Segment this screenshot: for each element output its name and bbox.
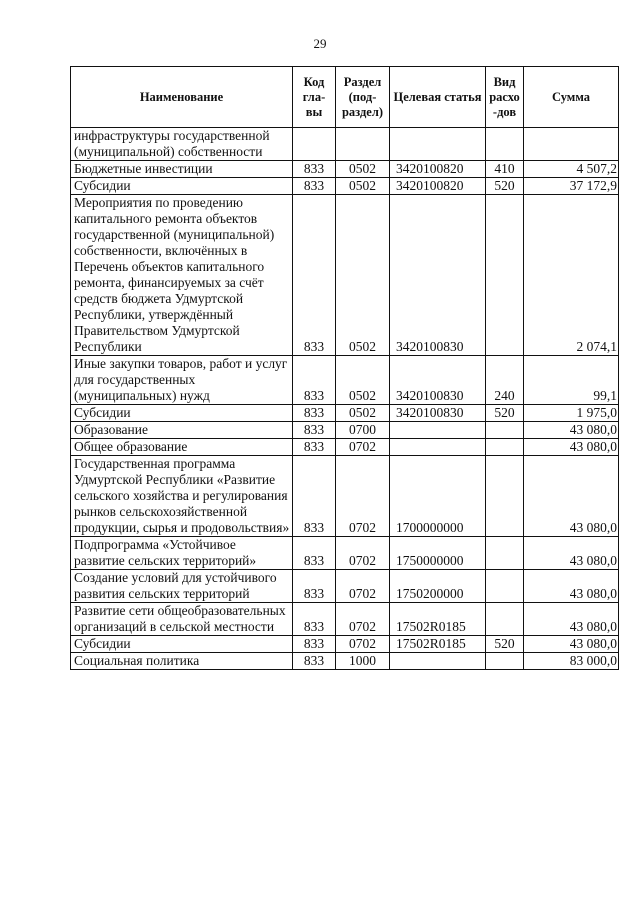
cell-sum: 43 080,0	[524, 570, 619, 603]
cell-name: Субсидии	[71, 636, 293, 653]
cell-kind	[486, 537, 524, 570]
cell-section: 0502	[336, 161, 390, 178]
cell-name: Образование	[71, 422, 293, 439]
cell-code: 833	[293, 456, 336, 537]
table-row	[71, 356, 619, 405]
cell-code: 833	[293, 422, 336, 439]
cell-code	[293, 128, 336, 161]
cell-kind: 520	[486, 405, 524, 422]
cell-sum: 43 080,0	[524, 422, 619, 439]
cell-sum: 43 080,0	[524, 636, 619, 653]
cell-sum	[524, 128, 619, 161]
cell-code: 833	[293, 636, 336, 653]
cell-article	[390, 128, 486, 161]
cell-article: 17502R0185	[390, 603, 486, 636]
cell-kind	[486, 422, 524, 439]
table-row	[71, 161, 619, 178]
cell-sum: 37 172,9	[524, 178, 619, 195]
cell-article: 3420100830	[390, 405, 486, 422]
cell-section: 0702	[336, 636, 390, 653]
table-row	[71, 405, 619, 422]
cell-kind	[486, 195, 524, 356]
cell-sum: 2 074,1	[524, 195, 619, 356]
cell-sum: 83 000,0	[524, 653, 619, 670]
cell-article	[390, 439, 486, 456]
cell-section: 0702	[336, 537, 390, 570]
cell-section: 0502	[336, 195, 390, 356]
cell-article: 3420100820	[390, 161, 486, 178]
header-row	[71, 67, 619, 128]
cell-kind	[486, 570, 524, 603]
cell-name: Бюджетные инвестиции	[71, 161, 293, 178]
header-article: Целевая статья	[390, 67, 486, 128]
table-row	[71, 178, 619, 195]
cell-name: Развитие сети общеобразовательных организаций в сельской местности	[71, 603, 293, 636]
cell-kind: 520	[486, 636, 524, 653]
cell-code: 833	[293, 356, 336, 405]
table-row	[71, 456, 619, 537]
cell-name: Социальная политика	[71, 653, 293, 670]
cell-article: 3420100830	[390, 356, 486, 405]
cell-article: 17502R0185	[390, 636, 486, 653]
cell-article: 1700000000	[390, 456, 486, 537]
table-body	[71, 128, 619, 670]
cell-section: 1000	[336, 653, 390, 670]
cell-article	[390, 422, 486, 439]
cell-section: 0502	[336, 405, 390, 422]
cell-code: 833	[293, 178, 336, 195]
cell-name: Создание условий для устойчивого развития сельских территорий	[71, 570, 293, 603]
cell-name: Общее образование	[71, 439, 293, 456]
cell-section: 0702	[336, 603, 390, 636]
cell-kind: 410	[486, 161, 524, 178]
cell-article: 1750200000	[390, 570, 486, 603]
cell-sum: 43 080,0	[524, 456, 619, 537]
cell-name: Субсидии	[71, 178, 293, 195]
table-row	[71, 195, 619, 356]
cell-article	[390, 653, 486, 670]
cell-kind	[486, 603, 524, 636]
cell-section: 0502	[336, 356, 390, 405]
cell-name: Субсидии	[71, 405, 293, 422]
cell-name: Подпрограмма «Устойчивое развитие сельских территорий»	[71, 537, 293, 570]
cell-section: 0702	[336, 456, 390, 537]
cell-kind	[486, 456, 524, 537]
cell-article: 3420100830	[390, 195, 486, 356]
cell-code: 833	[293, 603, 336, 636]
cell-sum: 43 080,0	[524, 439, 619, 456]
table-row	[71, 570, 619, 603]
header-code: Код гла- вы	[293, 67, 336, 128]
table-row	[71, 603, 619, 636]
cell-sum: 43 080,0	[524, 537, 619, 570]
cell-name: Государственная программа Удмуртской Республики «Развитие сельского хозяйства и регулирования рынков сельскохозяйственной продукции, сырья и продовольствия»	[71, 456, 293, 537]
table-row	[71, 128, 619, 161]
cell-code: 833	[293, 405, 336, 422]
cell-kind	[486, 439, 524, 456]
cell-section: 0700	[336, 422, 390, 439]
cell-section: 0702	[336, 570, 390, 603]
table-row	[71, 422, 619, 439]
cell-article: 3420100820	[390, 178, 486, 195]
cell-kind: 240	[486, 356, 524, 405]
cell-sum: 99,1	[524, 356, 619, 405]
cell-kind	[486, 653, 524, 670]
cell-code: 833	[293, 537, 336, 570]
table-row	[71, 439, 619, 456]
cell-code: 833	[293, 653, 336, 670]
cell-section: 0702	[336, 439, 390, 456]
header-kind: Вид расхо -дов	[486, 67, 524, 128]
header-name: Наименование	[71, 67, 293, 128]
cell-code: 833	[293, 195, 336, 356]
cell-name: Мероприятия по проведению капитального ремонта объектов государственной (муниципальной) собственности, включённых в Перечень объектов капитального ремонта, финансируемых за счёт средств бюджета Удмуртской Республики, утверждённый Правительством Удмуртской Республики	[71, 195, 293, 356]
cell-sum: 43 080,0	[524, 603, 619, 636]
cell-sum: 1 975,0	[524, 405, 619, 422]
cell-kind	[486, 128, 524, 161]
table-row	[71, 537, 619, 570]
cell-code: 833	[293, 439, 336, 456]
table-row	[71, 636, 619, 653]
cell-code: 833	[293, 161, 336, 178]
page-number: 29	[313, 36, 327, 51]
cell-article: 1750000000	[390, 537, 486, 570]
cell-section: 0502	[336, 178, 390, 195]
cell-name: инфраструктуры государственной (муниципальной) собственности	[71, 128, 293, 161]
cell-section	[336, 128, 390, 161]
cell-sum: 4 507,2	[524, 161, 619, 178]
header-section: Раздел (под- раздел)	[336, 67, 390, 128]
cell-kind: 520	[486, 178, 524, 195]
cell-code: 833	[293, 570, 336, 603]
header-sum: Сумма	[524, 67, 619, 128]
table-row	[71, 653, 619, 670]
cell-name: Иные закупки товаров, работ и услуг для государственных (муниципальных) нужд	[71, 356, 293, 405]
budget-table	[70, 66, 619, 670]
